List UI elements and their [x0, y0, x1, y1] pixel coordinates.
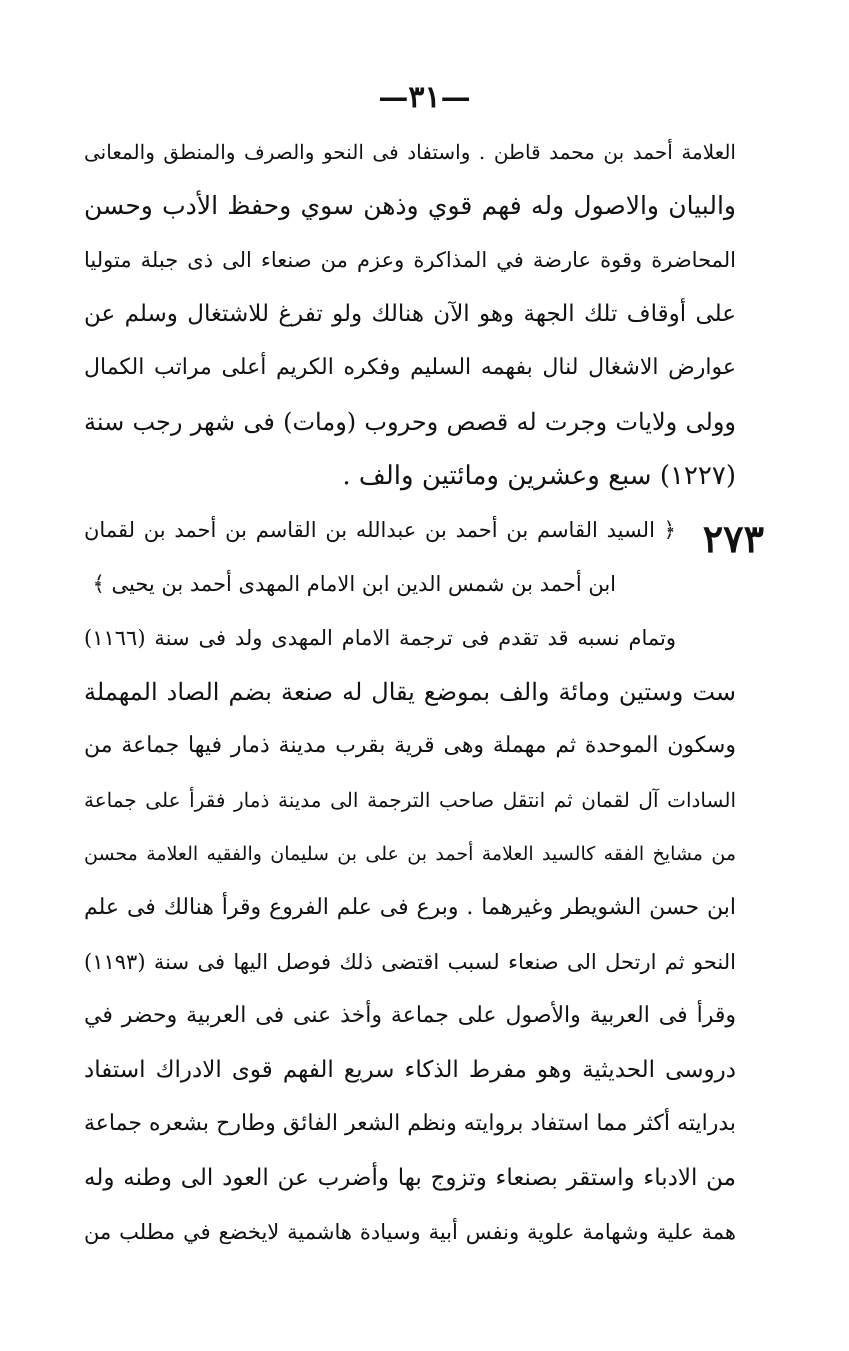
text-line: من الادباء واستقر بصنعاء وتزوج بها وأضرب عن العود الى وطنه وله — [84, 1165, 736, 1191]
text-line: العلامة أحمد بن محمد قاطن . واستفاد فى النحو والصرف والمنطق والمعانى — [84, 140, 736, 164]
text-line: همة علية وشهامة علوية ونفس أبية وسيادة هاشمية لايخضع في مطلب من — [84, 1220, 736, 1244]
text-line: وقرأ فى العربية والأصول على جماعة وأخذ عنى فى العربية وحضر في — [84, 1003, 736, 1028]
entry-number: ٢٧٣ — [702, 516, 764, 561]
text-line: وتمام نسبه قد تقدم فى ترجمة الامام المهدى ولد فى سنة (١١٦٦) — [84, 626, 676, 650]
entry-heading-line: ﴿ السيد القاسم بن أحمد بن عبدالله بن القاسم بن أحمد بن لقمان — [84, 518, 676, 542]
text-line: (١٢٢٧) سبع وعشرين ومائتين والف . — [342, 461, 736, 491]
body-text — [84, 125, 736, 1259]
entry-heading-line: ابن أحمد بن شمس الدين ابن الامام المهدى أحمد بن يحيى ﴾ — [92, 572, 616, 596]
text-line: بدرايته أكثر مما استفاد بروايته ونظم الشعر الفائق وطارح بشعره جماعة — [84, 1111, 736, 1136]
text-line: من مشايخ الفقه كالسيد العلامة أحمد بن على بن سليمان والفقيه العلامة محسن — [84, 843, 736, 865]
text-line: عوارض الاشغال لنال بفهمه السليم وفكره الكريم أعلى مراتب الكمال — [84, 355, 736, 380]
text-line: على أوقاف تلك الجهة وهو الآن هنالك ولو تفرغ للاشتغال وسلم عن — [84, 301, 736, 327]
text-line: السادات آل لقمان ثم انتقل صاحب الترجمة الى مدينة ذمار فقرأ على جماعة — [84, 788, 736, 812]
text-line: والبيان والاصول وله فهم قوي وذهن سوي وحفظ الأدب وحسن — [84, 191, 736, 220]
text-line: وولى ولايات وجرت له قصص وحروب (ومات) فى شهر رجب سنة — [84, 408, 736, 436]
page-number: —٣١— — [378, 80, 471, 115]
text-line: وسكون الموحدة ثم مهملة وهى قرية بقرب مدينة ذمار فيها جماعة من — [84, 733, 736, 758]
text-line: ابن حسن الشويطر وغيرهما . وبرع فى علم الفروع وقرأ هنالك فى علم — [84, 895, 736, 920]
text-line: المحاضرة وقوة عارضة في المذاكرة وعزم من صنعاء الى ذى جبلة متوليا — [84, 248, 736, 272]
text-line: دروسى الحديثية وهو مفرط الذكاء سريع الفهم قوى الادراك استفاد — [84, 1057, 736, 1083]
text-line: النحو ثم ارتحل الى صنعاء لسبب اقتضى ذلك فوصل اليها فى سنة (١١٩٣) — [84, 950, 736, 974]
text-line: ست وستين ومائة والف بموضع يقال له صنعة بضم الصاد المهملة — [84, 678, 736, 706]
